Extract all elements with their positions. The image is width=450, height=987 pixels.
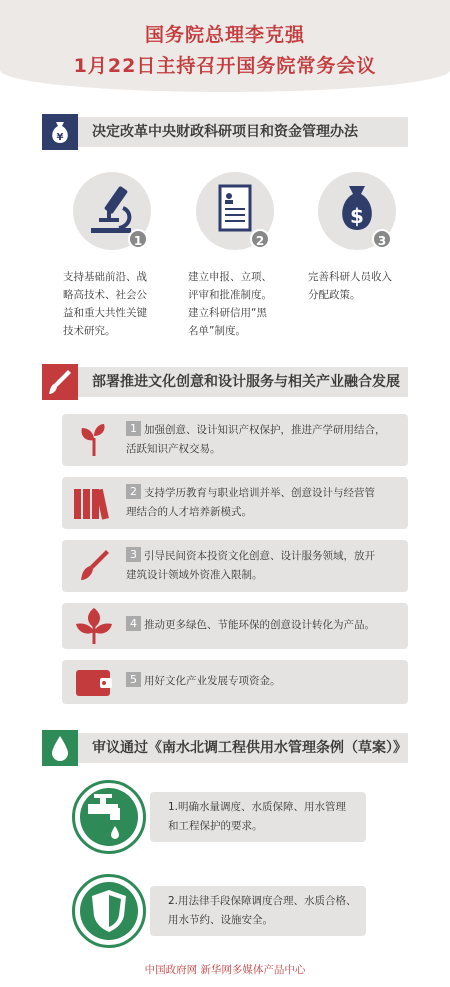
section1-item2-text: 建立申报、立项、 评审和批准制度。 建立科研信用“黑 名单”制度。 — [188, 271, 272, 337]
wallet-icon — [72, 664, 116, 700]
section1-title: 决定改革中央财政科研项目和资金管理办法 — [92, 124, 358, 140]
sprout-icon — [72, 420, 116, 460]
plant-icon — [72, 606, 116, 646]
header-banner — [0, 0, 450, 92]
books-icon — [72, 483, 116, 523]
section1-item1-text: 支持基础前沿、战 略高技术、社会公 益和重大共性关键 技术研究。 — [63, 271, 147, 337]
section3-title: 审议通过《南水北调工程供用水管理条例（草案）》 — [92, 740, 407, 756]
section3-item-1: 1.明确水量调度、水质保障、用水管理 和工程保护的要求。 — [150, 792, 366, 842]
section2-item-2: 2 支持学历教育与职业培训并举、创意设计与经营管 理结合的人才培养新模式。 — [62, 477, 408, 529]
step-badge-3: 3 — [372, 229, 392, 249]
money-bag-icon — [42, 114, 78, 150]
footer-credit: 中国政府网 新华网多媒体产品中心 — [144, 964, 306, 976]
shield-icon — [80, 882, 138, 940]
svg-text:¥: ¥ — [56, 132, 64, 143]
step-badge-2: 2 — [250, 229, 270, 249]
faucet-circle — [72, 780, 146, 854]
page-title-line1: 国务院总理李克强 — [144, 24, 305, 46]
section2-item-3: 3 引导民间资本投资文化创意、设计服务领域，放开 建筑设计领域外资准入限制。 — [62, 540, 408, 592]
step-badge-1: 1 — [128, 229, 148, 249]
svg-text:$: $ — [350, 204, 364, 228]
item-number: 3 — [126, 547, 141, 562]
section3-item-2: 2.用法律手段保障调度合理、水质合格、 用水节约、设施安全。 — [150, 886, 366, 936]
shield-circle — [72, 874, 146, 948]
item-number: 1 — [126, 421, 141, 436]
section2-item-4: 4 推动更多绿色、节能环保的创意设计转化为产品。 — [62, 603, 408, 649]
section2-item-5: 5 用好文化产业发展专项资金。 — [62, 660, 408, 704]
item-number: 4 — [126, 616, 141, 631]
faucet-icon — [80, 788, 138, 846]
section1-item3-text: 完善科研人员收入 分配政策。 — [308, 271, 392, 301]
item-number: 5 — [126, 672, 141, 687]
page-title-line2: 1月22日主持召开国务院常务会议 — [73, 55, 377, 77]
water-drop-icon — [42, 730, 78, 766]
brush-icon — [42, 364, 78, 400]
item-number: 2 — [126, 484, 141, 499]
section2-title: 部署推进文化创意和设计服务与相关产业融合发展 — [92, 374, 400, 390]
paintbrush-icon — [72, 546, 116, 586]
section2-item-1: 1 加强创意、设计知识产权保护，推进产学研用结合， 活跃知识产权交易。 — [62, 414, 408, 466]
